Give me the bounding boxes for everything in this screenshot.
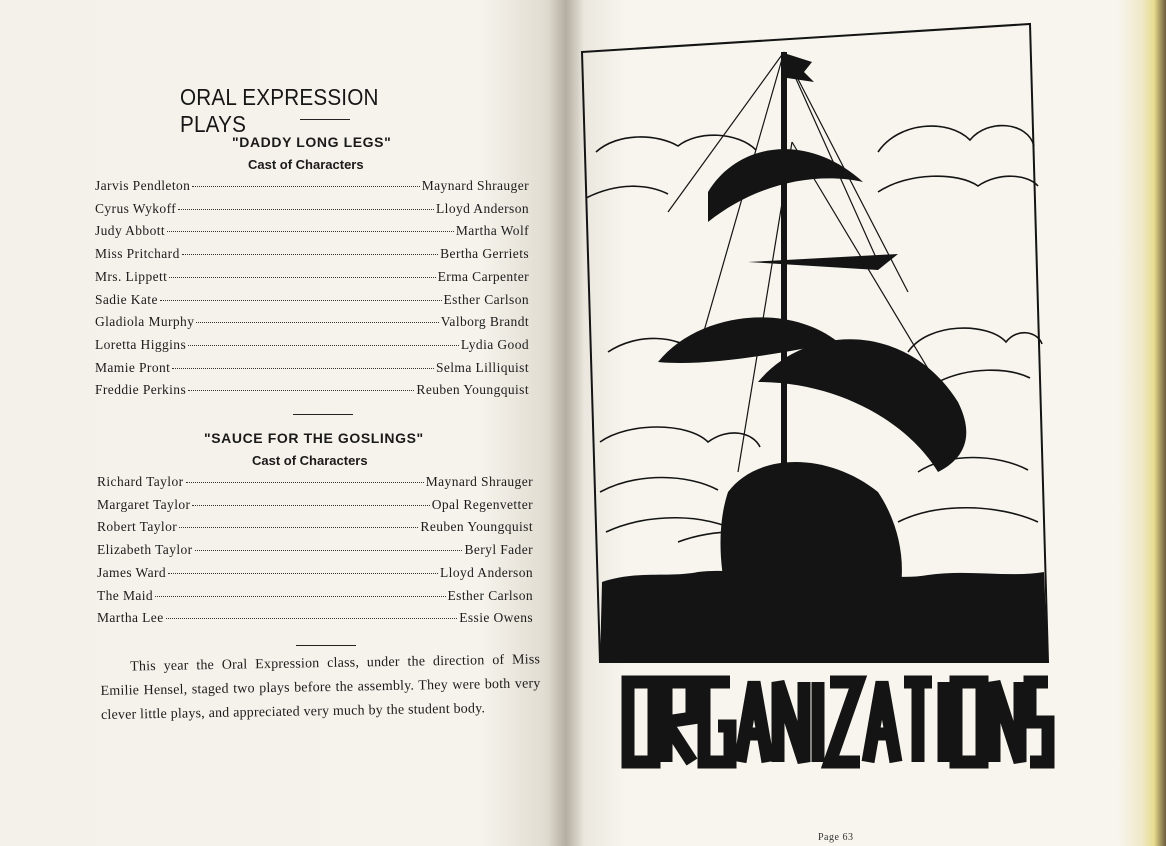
cast-actor: Lloyd Anderson <box>436 200 529 216</box>
cast-actor: Esther Carlson <box>447 587 533 603</box>
left-page <box>0 0 566 846</box>
cast-role: Margaret Taylor <box>97 496 191 512</box>
cast-row <box>97 610 533 628</box>
cast-role: The Maid <box>97 587 154 603</box>
cast-row <box>97 588 533 606</box>
cast-row <box>95 292 529 310</box>
cast-role: Gladiola Murphy <box>95 314 195 330</box>
cast-actor: Maynard Shrauger <box>425 474 533 489</box>
cast-role: Jarvis Pendleton <box>95 178 191 193</box>
ship-illustration <box>578 22 1058 782</box>
flag <box>787 54 814 82</box>
dot-leader <box>172 368 434 369</box>
dot-leader <box>182 254 438 255</box>
dot-leader <box>192 505 429 506</box>
mast <box>781 52 787 522</box>
cast-row <box>97 474 533 492</box>
dot-leader <box>155 596 445 597</box>
dot-leader <box>195 550 463 551</box>
cast-role: Richard Taylor <box>97 474 184 489</box>
dot-leader <box>178 209 434 210</box>
cast-row <box>97 497 533 515</box>
dot-leader <box>188 390 414 391</box>
dot-leader <box>168 573 438 574</box>
cast-actor: Esther Carlson <box>443 291 529 307</box>
dot-leader <box>179 527 418 528</box>
hull <box>721 462 902 602</box>
section-divider-2 <box>296 645 356 646</box>
cast-row <box>97 519 533 537</box>
cast-actor: Lloyd Anderson <box>440 564 533 580</box>
cast-actor: Erma Carpenter <box>437 268 529 284</box>
cast-row <box>95 269 529 287</box>
cast-row <box>97 565 533 583</box>
cast-actor: Essie Owens <box>459 610 533 626</box>
cast-row <box>97 542 533 560</box>
title-rule <box>300 119 350 120</box>
page-number: Page 63 <box>818 832 854 843</box>
cast-role: Judy Abbott <box>95 223 166 239</box>
dot-leader <box>169 277 435 278</box>
dot-leader <box>160 300 442 301</box>
cast-actor: Lydia Good <box>460 336 529 352</box>
cast-role: Cyrus Wykoff <box>95 200 177 216</box>
cast-role: James Ward <box>97 564 167 580</box>
cast-row <box>95 360 529 378</box>
cast-row <box>95 246 529 264</box>
cast-actor: Reuben Youngquist <box>420 519 533 535</box>
cast-row <box>95 223 529 241</box>
cast-actor: Bertha Gerriets <box>440 246 529 262</box>
description-paragraph: This year the Oral Expression class, under the direction of Miss Emilie Hensel, staged two plays before the assembly. They were both very clever little plays, and appreciated very much by the student body. <box>100 652 541 723</box>
cast-actor: Valborg Brandt <box>440 314 529 330</box>
cast-actor: Selma Lilliquist <box>435 359 529 375</box>
cast-row <box>95 337 529 355</box>
dot-leader <box>167 231 454 232</box>
cast-actor: Maynard Shrauger <box>421 178 529 193</box>
dot-leader <box>166 618 458 619</box>
cast-actor: Opal Regenvetter <box>431 496 533 512</box>
cast-heading-2: Cast of Characters <box>252 453 368 468</box>
play-title-daddy-long-legs: "DADDY LONG LEGS" <box>232 134 392 150</box>
cast-role: Mrs. Lippett <box>95 268 168 284</box>
cast-role: Mamie Pront <box>95 359 171 375</box>
cast-actor: Beryl Fader <box>464 542 533 558</box>
cast-row <box>95 314 529 332</box>
cast-row <box>95 178 529 196</box>
play-title-sauce-for-the-goslings: "SAUCE FOR THE GOSLINGS" <box>204 430 424 446</box>
cast-row <box>95 382 529 400</box>
cast-role: Miss Pritchard <box>95 246 180 262</box>
cast-role: Robert Taylor <box>97 519 178 535</box>
dot-leader <box>186 482 424 483</box>
page-title: ORAL EXPRESSION PLAYS <box>180 84 379 137</box>
section-divider <box>293 414 353 415</box>
cast-role: Loretta Higgins <box>95 336 187 352</box>
dot-leader <box>192 186 419 187</box>
organizations-lettering <box>628 682 1048 762</box>
dot-leader <box>196 322 438 323</box>
cast-actor: Reuben Youngquist <box>416 382 529 398</box>
cast-role: Martha Lee <box>97 610 164 626</box>
cast-role: Freddie Perkins <box>95 382 187 398</box>
cast-row <box>95 201 529 219</box>
dot-leader <box>188 345 459 346</box>
cast-actor: Martha Wolf <box>455 223 529 239</box>
yard <box>748 254 898 270</box>
cast-role: Sadie Kate <box>95 291 158 307</box>
cast-role: Elizabeth Taylor <box>97 542 193 558</box>
main-sail-right <box>758 339 966 472</box>
cast-heading-1: Cast of Characters <box>248 157 364 172</box>
